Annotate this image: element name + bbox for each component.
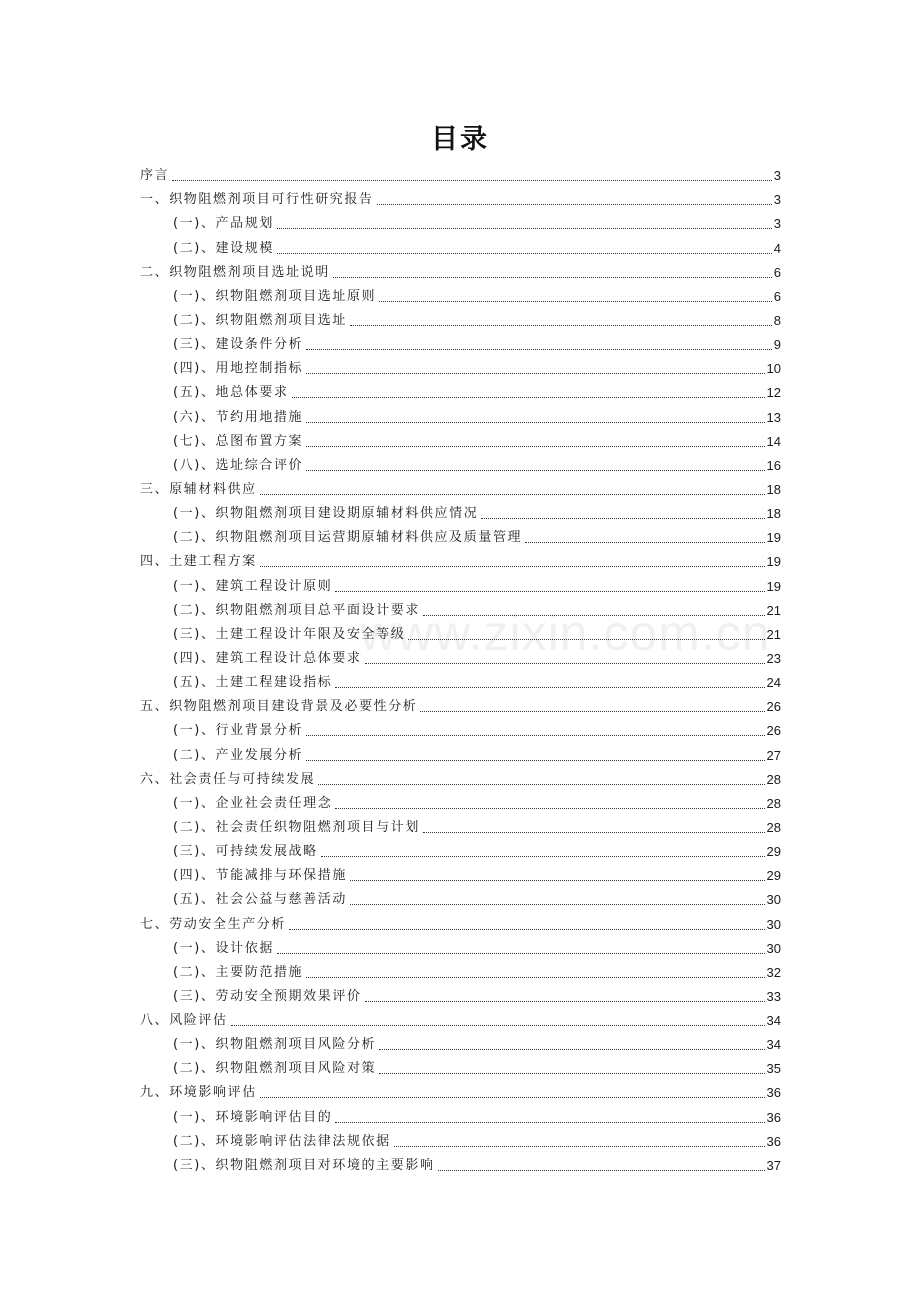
toc-leader-dots <box>306 372 764 374</box>
toc-entry[interactable] <box>140 667 781 691</box>
toc-entry-title: (二)、主要防范措施 <box>173 964 304 980</box>
toc-entry[interactable] <box>140 232 781 256</box>
toc-page-number: 29 <box>766 868 781 884</box>
toc-page-number: 36 <box>766 1109 781 1125</box>
toc-page-number: 13 <box>766 409 781 425</box>
toc-entry-title: (二)、建设规模 <box>173 240 274 256</box>
toc-entry-title: (一)、行业背景分析 <box>173 723 304 739</box>
toc-entry-title: (五)、土建工程建设指标 <box>173 675 333 691</box>
toc-page-number: 26 <box>766 699 781 715</box>
toc-entry-title: (二)、环境影响评估法律法规依据 <box>173 1133 391 1149</box>
toc-entry-title: (六)、节约用地措施 <box>173 409 304 425</box>
toc-leader-dots <box>408 638 764 640</box>
toc-entry[interactable] <box>140 257 781 281</box>
toc-entry[interactable] <box>140 570 781 594</box>
toc-leader-dots <box>292 396 765 398</box>
toc-page-number: 21 <box>766 602 781 618</box>
toc-page-number: 30 <box>766 916 781 932</box>
toc-entry[interactable] <box>140 329 781 353</box>
toc-entry[interactable] <box>140 715 781 739</box>
toc-entry[interactable] <box>140 450 781 474</box>
toc-entry-title: (二)、织物阻燃剂项目选址 <box>173 312 347 328</box>
toc-entry[interactable] <box>140 1126 781 1150</box>
toc-entry[interactable] <box>140 184 781 208</box>
toc-leader-dots <box>306 759 764 761</box>
toc-entry-title: 七、劳动安全生产分析 <box>140 916 287 932</box>
toc-entry-title: (四)、建筑工程设计总体要求 <box>173 650 362 666</box>
toc-page-number: 21 <box>766 626 781 642</box>
toc-leader-dots <box>306 421 764 423</box>
toc-page-number: 34 <box>766 1037 781 1053</box>
toc-page-number: 28 <box>766 795 781 811</box>
toc-entry-title: (八)、选址综合评价 <box>173 457 304 473</box>
toc-leader-dots <box>289 928 765 930</box>
toc-page-number: 9 <box>773 337 781 353</box>
toc-page-number: 10 <box>766 361 781 377</box>
toc-page-number: 34 <box>766 1013 781 1029</box>
toc-page-number: 18 <box>766 506 781 522</box>
toc-entry-title: (一)、环境影响评估目的 <box>173 1109 333 1125</box>
toc-entry[interactable] <box>140 305 781 329</box>
toc-entry[interactable] <box>140 691 781 715</box>
toc-entry-title: 三、原辅材料供应 <box>140 481 257 497</box>
toc-entry[interactable] <box>140 1005 781 1029</box>
toc-leader-dots <box>525 541 764 543</box>
toc-entry[interactable] <box>140 860 781 884</box>
toc-entry-title: 四、土建工程方案 <box>140 554 257 570</box>
toc-entry-title: 八、风险评估 <box>140 1013 228 1029</box>
toc-leader-dots <box>350 879 765 881</box>
toc-entry[interactable] <box>140 353 781 377</box>
toc-entry-title: 五、织物阻燃剂项目建设背景及必要性分析 <box>140 699 418 715</box>
toc-leader-dots <box>333 276 772 278</box>
toc-entry-title: (一)、设计依据 <box>173 940 274 956</box>
toc-entry-title: (一)、织物阻燃剂项目风险分析 <box>173 1037 377 1053</box>
toc-leader-dots <box>350 903 765 905</box>
toc-page-number: 37 <box>766 1157 781 1173</box>
page-title: 目录 <box>431 124 489 155</box>
toc-page-number: 35 <box>766 1061 781 1077</box>
toc-page-number: 4 <box>773 240 781 256</box>
toc-entry[interactable] <box>140 764 781 788</box>
toc-entry-title: (二)、织物阻燃剂项目运营期原辅材料供应及质量管理 <box>173 530 523 546</box>
table-of-contents <box>140 160 781 1174</box>
toc-leader-dots <box>423 614 765 616</box>
toc-leader-dots <box>306 734 764 736</box>
toc-leader-dots <box>350 324 772 326</box>
toc-entry[interactable] <box>140 1029 781 1053</box>
toc-entry-title: (五)、地总体要求 <box>173 385 289 401</box>
toc-leader-dots <box>277 952 765 954</box>
toc-page-number: 18 <box>766 481 781 497</box>
toc-entry-title: (一)、产品规划 <box>173 216 274 232</box>
toc-page-number: 6 <box>773 264 781 280</box>
toc-leader-dots <box>260 493 765 495</box>
toc-leader-dots <box>394 1145 765 1147</box>
toc-leader-dots <box>306 445 764 447</box>
toc-leader-dots <box>318 783 764 785</box>
toc-leader-dots <box>335 590 764 592</box>
toc-entry[interactable] <box>140 908 781 932</box>
toc-leader-dots <box>365 662 765 664</box>
toc-entry-title: (一)、建筑工程设计原则 <box>173 578 333 594</box>
toc-entry[interactable] <box>140 1150 781 1174</box>
toc-entry-title: (三)、劳动安全预期效果评价 <box>173 988 362 1004</box>
toc-page-number: 19 <box>766 578 781 594</box>
toc-page-number: 27 <box>766 747 781 763</box>
toc-leader-dots <box>377 203 772 205</box>
toc-entry[interactable] <box>140 1077 781 1101</box>
toc-page-number: 14 <box>766 433 781 449</box>
toc-entry[interactable] <box>140 1053 781 1077</box>
toc-entry-title: (三)、建设条件分析 <box>173 337 304 353</box>
toc-entry[interactable] <box>140 401 781 425</box>
toc-leader-dots <box>379 1072 764 1074</box>
toc-page-number: 23 <box>766 650 781 666</box>
toc-entry-title: 二、织物阻燃剂项目选址说明 <box>140 264 330 280</box>
toc-page-number: 19 <box>766 530 781 546</box>
toc-entry-title: (一)、织物阻燃剂项目选址原则 <box>173 288 377 304</box>
toc-entry[interactable] <box>140 884 781 908</box>
toc-entry[interactable] <box>140 474 781 498</box>
toc-leader-dots <box>306 469 764 471</box>
toc-leader-dots <box>438 1169 765 1171</box>
toc-leader-dots <box>335 686 764 688</box>
toc-entry-title: (一)、织物阻燃剂项目建设期原辅材料供应情况 <box>173 506 479 522</box>
toc-page-number: 16 <box>766 457 781 473</box>
toc-entry[interactable] <box>140 377 781 401</box>
toc-entry[interactable] <box>140 788 781 812</box>
toc-entry-title: (一)、企业社会责任理念 <box>173 795 333 811</box>
toc-leader-dots <box>231 1024 765 1026</box>
toc-entry-title: (二)、织物阻燃剂项目总平面设计要求 <box>173 602 420 618</box>
toc-entry-title: (二)、社会责任织物阻燃剂项目与计划 <box>173 819 420 835</box>
toc-entry[interactable] <box>140 426 781 450</box>
toc-page-number: 8 <box>773 312 781 328</box>
toc-page-number: 24 <box>766 675 781 691</box>
toc-page-number: 6 <box>773 288 781 304</box>
toc-entry-title: (二)、产业发展分析 <box>173 747 304 763</box>
toc-page-number: 12 <box>766 385 781 401</box>
toc-page-number: 33 <box>766 988 781 1004</box>
toc-entry[interactable] <box>140 160 781 184</box>
toc-page-number: 3 <box>773 168 781 184</box>
toc-page-number: 19 <box>766 554 781 570</box>
toc-page-number: 36 <box>766 1133 781 1149</box>
toc-entry[interactable] <box>140 812 781 836</box>
toc-entry-title: (四)、节能减排与环保措施 <box>173 868 347 884</box>
toc-entry-title: (三)、织物阻燃剂项目对环境的主要影响 <box>173 1157 435 1173</box>
toc-entry[interactable] <box>140 957 781 981</box>
toc-entry-title: (三)、可持续发展战略 <box>173 844 318 860</box>
toc-entry[interactable] <box>140 546 781 570</box>
toc-entry[interactable] <box>140 498 781 522</box>
toc-leader-dots <box>335 1121 764 1123</box>
watermark: www.zixin.com.cn <box>360 605 771 661</box>
toc-leader-dots <box>277 227 772 229</box>
toc-entry-title: (二)、织物阻燃剂项目风险对策 <box>173 1061 377 1077</box>
toc-entry[interactable] <box>140 836 781 860</box>
toc-page-number: 28 <box>766 771 781 787</box>
toc-entry[interactable] <box>140 522 781 546</box>
toc-entry-title: 六、社会责任与可持续发展 <box>140 771 316 787</box>
toc-entry[interactable] <box>140 981 781 1005</box>
toc-entry-title: 九、环境影响评估 <box>140 1085 257 1101</box>
toc-entry[interactable] <box>140 619 781 643</box>
toc-entry-title: (四)、用地控制指标 <box>173 361 304 377</box>
toc-entry-title: (三)、土建工程设计年限及安全等级 <box>173 626 406 642</box>
toc-entry-title: (五)、社会公益与慈善活动 <box>173 892 347 908</box>
toc-leader-dots <box>481 517 764 519</box>
toc-entry[interactable] <box>140 208 781 232</box>
toc-page-number: 36 <box>766 1085 781 1101</box>
toc-entry[interactable] <box>140 933 781 957</box>
toc-leader-dots <box>306 976 764 978</box>
toc-entry[interactable] <box>140 643 781 667</box>
toc-leader-dots <box>172 179 772 181</box>
toc-page-number: 30 <box>766 940 781 956</box>
toc-leader-dots <box>277 252 772 254</box>
toc-leader-dots <box>365 1000 765 1002</box>
toc-leader-dots <box>423 831 765 833</box>
toc-page-number: 26 <box>766 723 781 739</box>
toc-entry[interactable] <box>140 281 781 305</box>
toc-entry-title: 序言 <box>140 168 170 184</box>
toc-leader-dots <box>379 1048 764 1050</box>
toc-entry-title: (七)、总图布置方案 <box>173 433 304 449</box>
toc-entry[interactable] <box>140 595 781 619</box>
toc-leader-dots <box>306 348 772 350</box>
toc-leader-dots <box>379 300 772 302</box>
toc-page-number: 28 <box>766 819 781 835</box>
toc-page-number: 30 <box>766 892 781 908</box>
toc-entry[interactable] <box>140 1101 781 1125</box>
toc-page-number: 29 <box>766 844 781 860</box>
toc-leader-dots <box>335 807 764 809</box>
toc-leader-dots <box>321 855 765 857</box>
toc-leader-dots <box>260 1096 765 1098</box>
toc-entry[interactable] <box>140 739 781 763</box>
toc-leader-dots <box>260 565 765 567</box>
toc-page-number: 3 <box>773 216 781 232</box>
toc-page-number: 32 <box>766 964 781 980</box>
toc-leader-dots <box>420 710 764 712</box>
toc-page-number: 3 <box>773 192 781 208</box>
toc-entry-title: 一、织物阻燃剂项目可行性研究报告 <box>140 192 374 208</box>
